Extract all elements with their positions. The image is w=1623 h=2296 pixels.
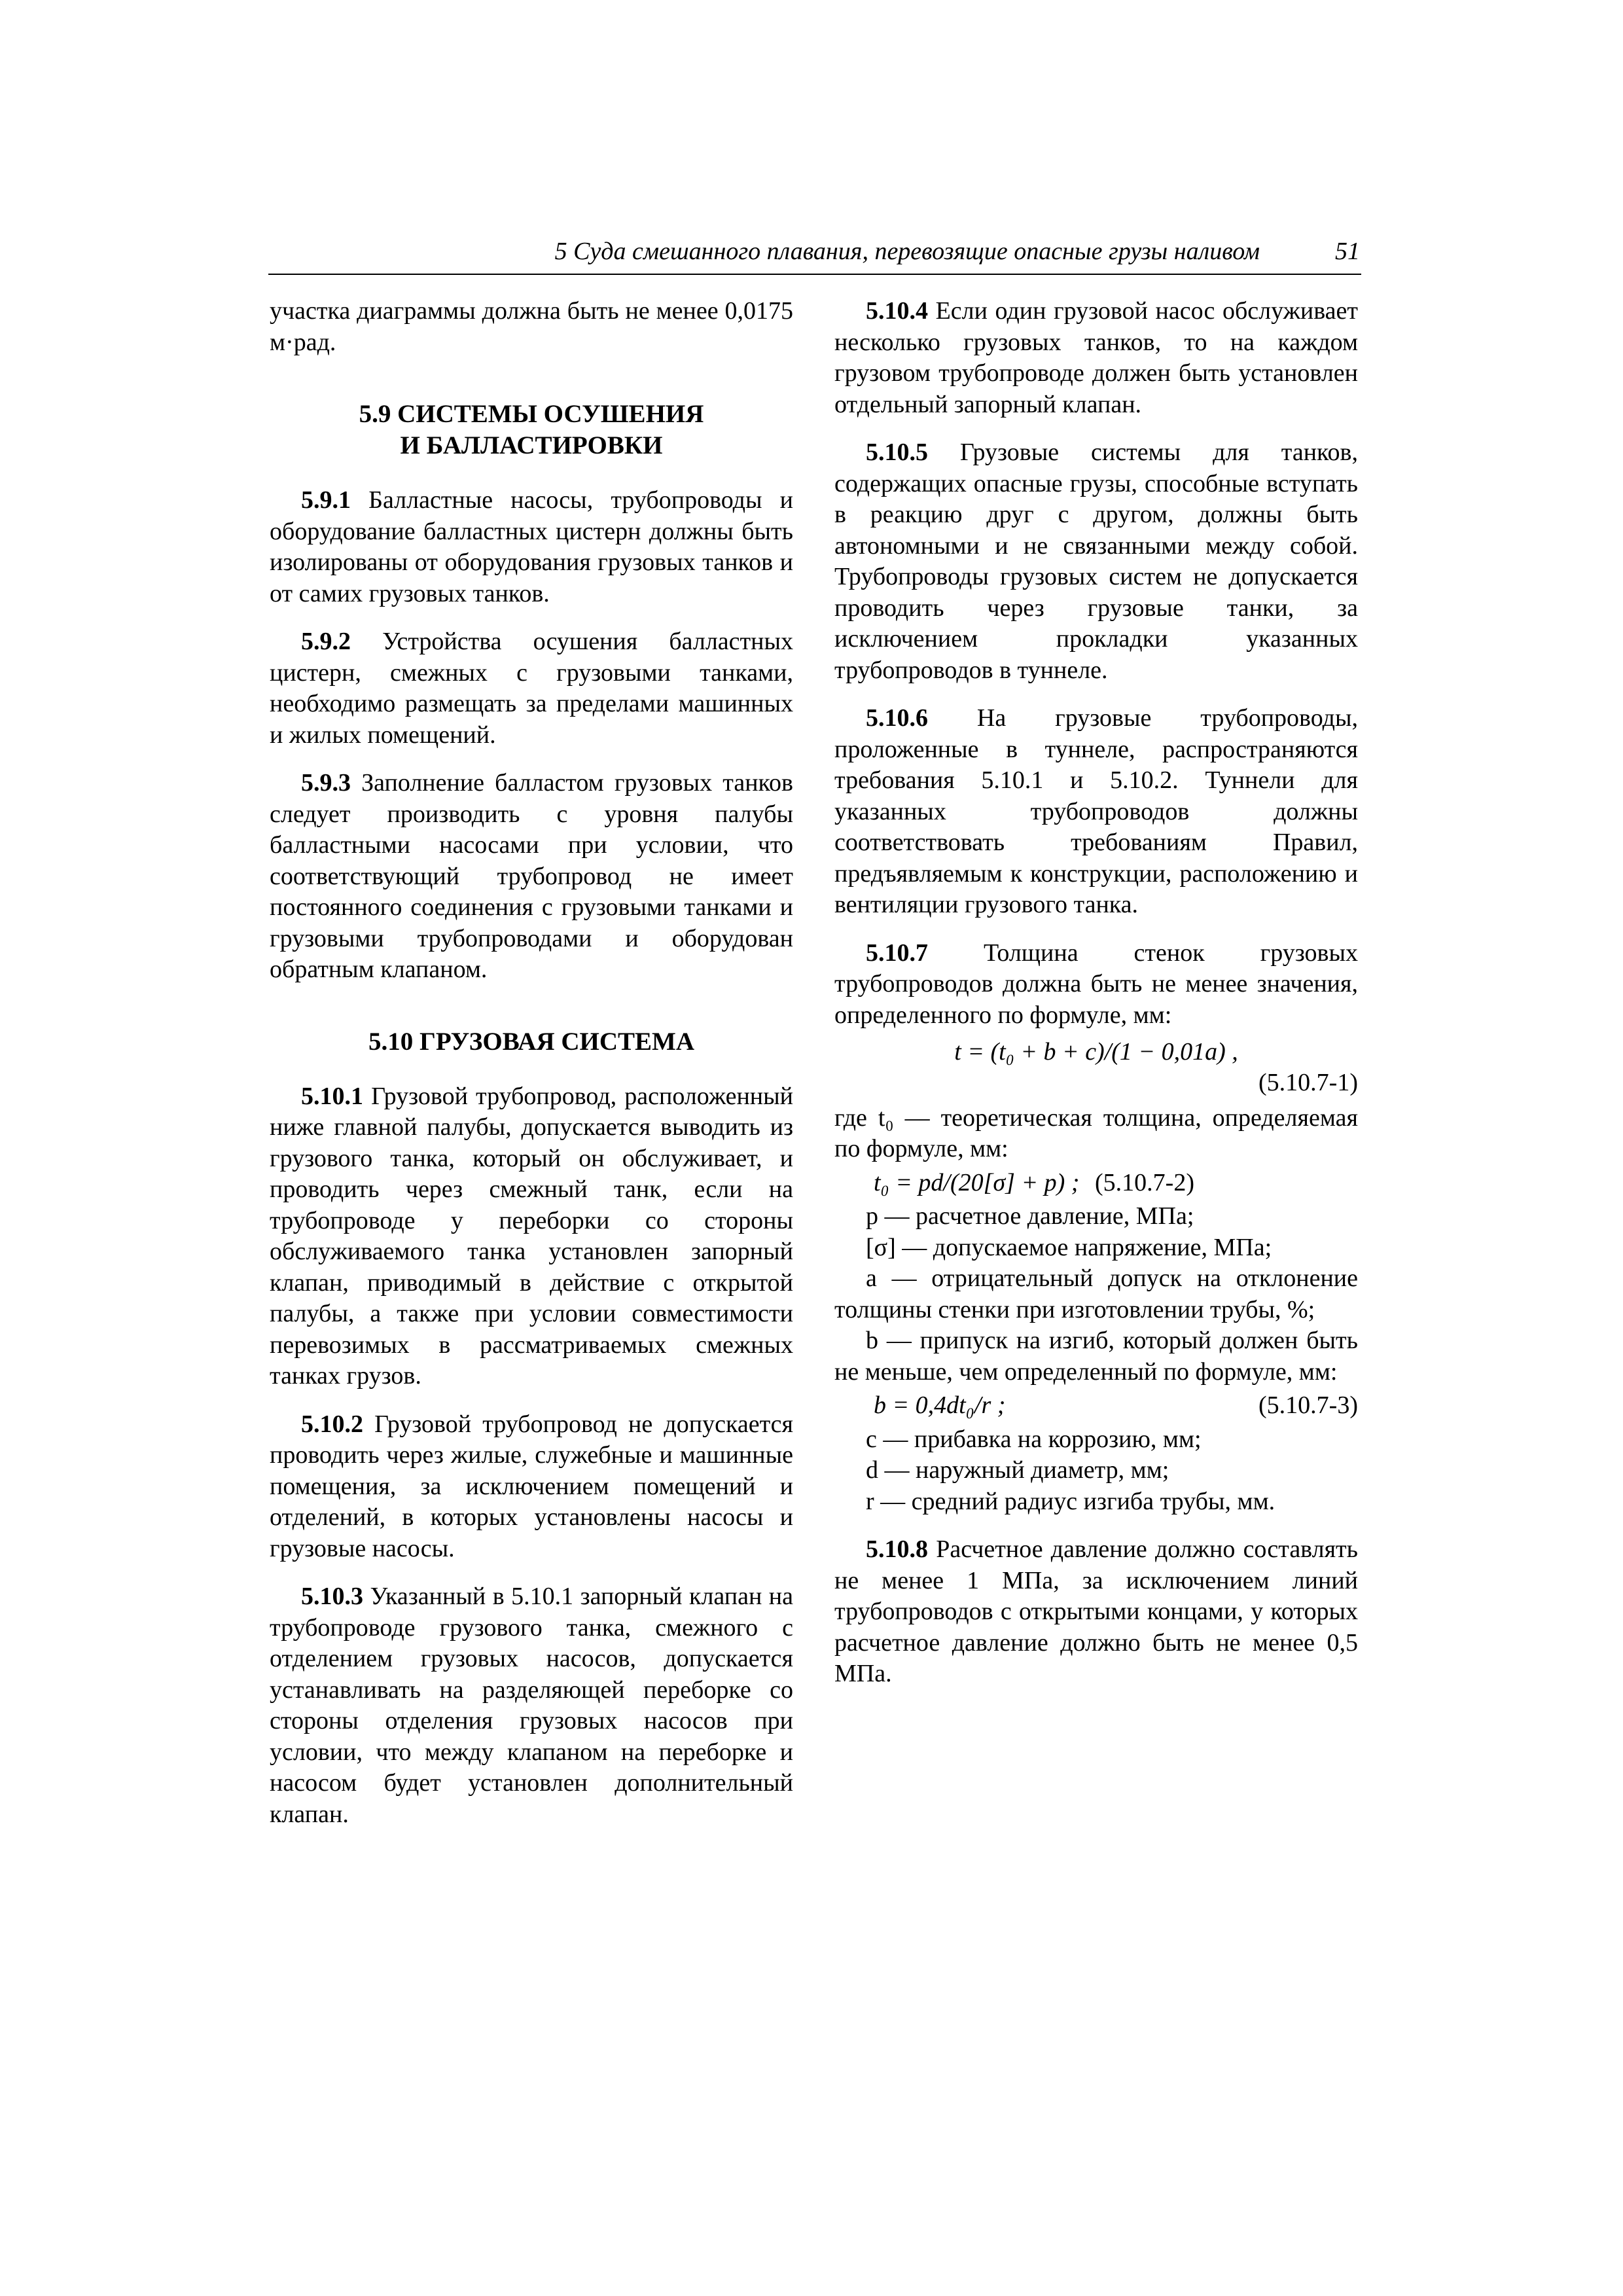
formula-5-10-7-1: t = (t₀ + b + c)/(1 − 0,01a) , xyxy=(954,1038,1238,1066)
paragraph-5-10-4: 5.10.4 Если один грузовой насос обслуживает несколько грузовых танков, то на каждом грузовом трубопроводе должен быть установлен отдельный запорный клапан. xyxy=(834,297,1358,418)
formula-5-10-7-3-row xyxy=(834,1390,1358,1422)
continued-paragraph: участка диаграммы должна быть не менее 0,0175 м·рад. xyxy=(270,297,793,356)
formula-number-5-10-7-1: (5.10.7-1) xyxy=(1258,1069,1358,1096)
running-title: 5 Суда смешанного плавания, перевозящие опасные грузы наливом xyxy=(554,238,1260,265)
definition-sigma: [σ] — допускаемое напряжение, МПа; xyxy=(866,1233,1272,1261)
definition-t0: где t₀ — теоретическая толщина, определяемая по формуле, мм: xyxy=(834,1103,1358,1162)
paragraph-5-10-3: 5.10.3 Указанный в 5.10.1 запорный клапан на трубопроводе грузового танка, смежного с отделением грузовых насосов, допускается устанавливать на разделяющей переборке со стороны отделения грузовых насосов при условии, что между клапаном на переборке и насосом будет установлен дополнительный клапан. xyxy=(270,1583,793,1828)
paragraph-5-10-6: 5.10.6 На грузовые трубопроводы, проложенные в туннеле, распространяются требования 5.10.1 и 5.10.2. Туннели для указанных трубопроводов должны соответствовать требованиям Правил, предъявляемым к конструкции, расположению и вентиляции грузового танка. xyxy=(834,704,1358,918)
paragraph-5-10-7: 5.10.7 Толщина стенок грузовых трубопроводов должна быть не менее значения, определенного по формуле, мм: xyxy=(834,939,1358,1029)
definition-a: a — отрицательный допуск на отклонение толщины стенки при изготовлении трубы, %; xyxy=(834,1265,1358,1323)
section-heading-5-9: 5.9 СИСТЕМЫ ОСУШЕНИЯ И БАЛЛАСТИРОВКИ xyxy=(359,400,704,459)
section-heading-5-10: 5.10 ГРУЗОВАЯ СИСТЕМА xyxy=(368,1027,694,1056)
definition-p: p — расчетное давление, МПа; xyxy=(866,1202,1194,1230)
formula-number-5-10-7-2: (5.10.7-2) xyxy=(1095,1168,1194,1196)
right-column xyxy=(834,296,1358,1707)
definition-r: r — средний радиус изгиба трубы, мм. xyxy=(866,1487,1275,1515)
formula-5-10-7-2-row xyxy=(834,1168,1358,1199)
definition-d: d — наружный диаметр, мм; xyxy=(866,1456,1169,1484)
paragraph-5-9-1: 5.9.1 Балластные насосы, трубопроводы и оборудование балластных цистерн должны быть изолированы от оборудования грузовых танков и от самих грузовых танков. xyxy=(270,486,793,607)
formula-number-5-10-7-3: (5.10.7-3) xyxy=(1258,1391,1358,1419)
left-column xyxy=(270,296,793,1847)
paragraph-5-10-8: 5.10.8 Расчетное давление должно составлять не менее 1 МПа, за исключением линий трубопроводов с открытыми концами, у которых расчетное давление должно быть не менее 0,5 МПа. xyxy=(834,1535,1358,1687)
page-number: 51 xyxy=(1335,238,1360,265)
definition-c: c — прибавка на коррозию, мм; xyxy=(866,1425,1202,1453)
running-header xyxy=(268,237,1361,275)
formula-5-10-7-3: b = 0,4dt₀/r ; xyxy=(874,1391,1006,1419)
definition-b: b — припуск на изгиб, который должен быть не меньше, чем определенный по формуле, мм: xyxy=(834,1327,1358,1386)
paragraph-5-10-5: 5.10.5 Грузовые системы для танков, содержащих опасные грузы, способные вступать в реакцию друг с другом, должны быть автономными и не связанными между собой. Трубопроводы грузовых систем не допускается проводить через грузовые танки, за исключением прокладки указанных трубопроводов в туннеле. xyxy=(834,439,1358,684)
paragraph-5-9-2: 5.9.2 Устройства осушения балластных цистерн, смежных с грузовыми танками, необходимо размещать за пределами машинных и жилых помещений. xyxy=(270,628,793,749)
paragraph-5-9-3: 5.9.3 Заполнение балластом грузовых танков следует производить с уровня палубы балластными насосами при условии, что соответствующий трубопровод не имеет постоянного соединения с грузовыми танками и грузовыми трубопроводами и оборудован обратным клапаном. xyxy=(270,769,793,983)
formula-5-10-7-2: t₀ = pd/(20[σ] + p) ; xyxy=(874,1168,1080,1196)
paragraph-5-10-2: 5.10.2 Грузовой трубопровод не допускается проводить через жилые, служебные и машинные помещения, за исключением помещений и отделений, в которых установлены насосы и грузовые насосы. xyxy=(270,1410,793,1562)
paragraph-5-10-1: 5.10.1 Грузовой трубопровод, расположенный ниже главной палубы, допускается выводить из грузового танка, который он обслуживает, и проводить через смежный танк, если на трубопроводе у переборки со стороны обслуживаемого танка установлен запорный клапан, приводимый в действие с открытой палубы, а также при условии совместимости перевозимых в рассматриваемых смежных танках грузов. xyxy=(270,1082,793,1390)
